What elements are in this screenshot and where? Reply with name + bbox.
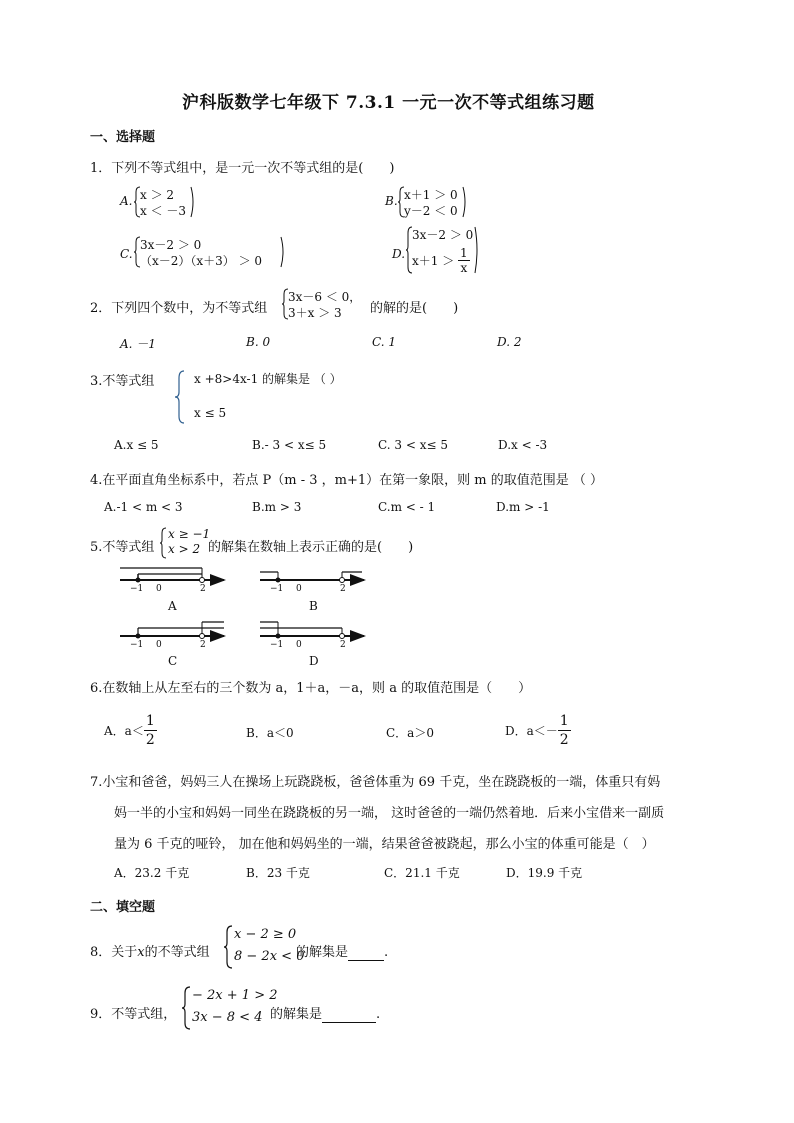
q9-stem-part2: 的解集是 bbox=[270, 1007, 323, 1022]
q2-system-line1: 3x－6 ＜ 0， bbox=[288, 290, 362, 304]
q8-stem-end bbox=[296, 941, 388, 961]
paren-right-icon bbox=[190, 186, 196, 218]
question-1-stem: 1．下列不等式组中，是一元一次不等式组的是( ) bbox=[90, 161, 395, 176]
q5-number-lines bbox=[112, 562, 372, 682]
question-7-line3: 量为 6 千克的哑铃， 加在他和妈妈坐的一端，结果爸爸被跷起，那么小宝的体重可能是（ ） bbox=[114, 837, 655, 852]
q6-option-d-text: D．a＜－ bbox=[505, 724, 558, 738]
section-heading-choice: 一、选择题 bbox=[90, 130, 156, 145]
q8-answer-blank[interactable] bbox=[348, 945, 384, 961]
q8-stem-part2: 的不等式组 bbox=[144, 945, 210, 960]
q8-period: . bbox=[384, 945, 389, 960]
number-line-b bbox=[260, 572, 364, 583]
q3-option-d: D.x < -3 bbox=[498, 438, 548, 452]
paren-right-icon bbox=[462, 186, 468, 218]
q4-option-a: A.-1 < m < 3 bbox=[104, 500, 183, 514]
number-line-label-c: C bbox=[168, 654, 178, 668]
question-2-stem-part1: 2．下列四个数中，为不等式组 bbox=[90, 301, 268, 316]
q5-system-line1: x ≥ −1 bbox=[168, 527, 211, 541]
number-line-label-b: B bbox=[309, 599, 318, 613]
q3-option-a: A.x ≤ 5 bbox=[114, 438, 159, 452]
fraction-numerator: 1 bbox=[145, 713, 155, 729]
question-6-stem: 6.在数轴上从左至右的三个数为 a，1＋a，－a，则 a 的取值范围是（ ） bbox=[90, 681, 532, 696]
fraction-denominator: 2 bbox=[145, 732, 155, 748]
question-8-stem bbox=[90, 941, 210, 960]
q7-option-d: D．19.9 千克 bbox=[506, 866, 583, 880]
q8-stem-part3: 的解集是 bbox=[296, 945, 349, 960]
q1-option-c-label: C. bbox=[120, 247, 133, 261]
section-heading-fill-in: 二、填空题 bbox=[90, 900, 156, 915]
q6-option-d bbox=[505, 712, 571, 749]
q1-d-line1: 3x－2 ＞ 0 bbox=[412, 228, 474, 242]
tick-label: 2 bbox=[340, 584, 346, 594]
question-7-line1: 7.小宝和爸爸，妈妈三人在操场上玩跷跷板，爸爸体重为 69 千克，坐在跷跷板的一端，体重只有妈 bbox=[90, 775, 661, 790]
q2-option-c: C. 1 bbox=[372, 335, 397, 349]
q9-period: . bbox=[376, 1007, 381, 1022]
question-5-stem-part1: 5.不等式组 bbox=[90, 540, 155, 555]
q4-option-c: C.m < - 1 bbox=[378, 500, 436, 514]
brace-icon bbox=[174, 370, 186, 424]
tick-label: 0 bbox=[156, 584, 162, 594]
q1-option-b-system bbox=[398, 186, 478, 218]
page-title: 沪科版数学七年级下 7.3.1 一元一次不等式组练习题 bbox=[182, 93, 595, 113]
q7-option-b: B．23 千克 bbox=[246, 866, 310, 880]
question-3-stem: 3.不等式组 bbox=[90, 374, 155, 389]
q6-option-a-fraction bbox=[144, 712, 157, 749]
q4-option-d: D.m > -1 bbox=[496, 500, 550, 514]
q1-a-line1: x ＞ 2 bbox=[140, 188, 175, 202]
q8-stem-part1: 8．关于 bbox=[90, 945, 138, 960]
number-line-c bbox=[120, 622, 224, 639]
q6-option-a bbox=[104, 712, 157, 749]
q1-d-fraction-numerator: 1 bbox=[460, 246, 468, 260]
q8-system bbox=[224, 925, 305, 969]
paren-right-icon bbox=[280, 236, 286, 268]
q8-system-line2: 8 − 2x < 0 bbox=[234, 949, 305, 964]
question-2-stem-part2: 的解的是( ) bbox=[370, 301, 459, 316]
q5-system bbox=[160, 527, 210, 559]
question-9-stem: 9．不等式组， bbox=[90, 1007, 177, 1022]
q7-option-c: C．21.1 千克 bbox=[384, 866, 460, 880]
q1-option-c-system bbox=[134, 236, 294, 268]
q1-d-fraction-denominator: x bbox=[460, 261, 468, 275]
q1-d-line2-text: x＋1 ＞ bbox=[412, 254, 459, 268]
q5-system-line2: x > 2 bbox=[168, 542, 201, 556]
tick-label: 2 bbox=[340, 640, 346, 650]
q1-option-b-label: B. bbox=[385, 194, 398, 208]
q9-system bbox=[182, 986, 278, 1030]
q6-option-d-fraction bbox=[558, 712, 571, 749]
q1-option-a-label: A. bbox=[120, 194, 133, 208]
tick-label: 2 bbox=[200, 640, 206, 650]
q3-system-line1: x +8>4x-1 的解集是 （ ） bbox=[194, 372, 342, 386]
question-7-line2: 妈一半的小宝和妈妈一同坐在跷跷板的另一端， 这时爸爸的一端仍然着地．后来小宝借来一副质 bbox=[114, 806, 665, 821]
number-line-label-a: A bbox=[168, 599, 177, 613]
q1-option-a-system bbox=[134, 186, 214, 218]
number-line-a bbox=[120, 568, 224, 583]
question-5-stem-part2: 的解集在数轴上表示正确的是( ) bbox=[208, 540, 414, 555]
number-line-label-d: D bbox=[309, 654, 319, 668]
q1-b-line2: y－2 ＜ 0 bbox=[404, 204, 458, 218]
tick-label: −1 bbox=[270, 584, 284, 594]
q9-answer-blank[interactable] bbox=[322, 1007, 376, 1023]
q8-variable: x bbox=[137, 945, 145, 960]
q4-option-b: B.m > 3 bbox=[252, 500, 302, 514]
q9-system-line2: 3x − 8 < 4 bbox=[192, 1010, 263, 1025]
q6-option-b: B．a＜0 bbox=[246, 726, 294, 740]
tick-label: 2 bbox=[200, 584, 206, 594]
q3-system-line2: x ≤ 5 bbox=[194, 406, 227, 420]
paren-right-icon bbox=[474, 226, 480, 274]
q1-c-line2: （x－2）（x＋3） ＞ 0 bbox=[140, 254, 263, 268]
q9-system-line1: − 2x + 1 > 2 bbox=[192, 988, 278, 1003]
number-line-d bbox=[260, 622, 364, 639]
q1-option-d-system bbox=[406, 226, 496, 276]
q8-system-line1: x − 2 ≥ 0 bbox=[234, 927, 297, 942]
q1-option-d-label: D. bbox=[392, 247, 406, 261]
q1-b-line1: x＋1 ＞ 0 bbox=[404, 188, 458, 202]
open-point-icon bbox=[200, 578, 205, 583]
q1-c-line1: 3x－2 ＞ 0 bbox=[140, 238, 202, 252]
q3-option-b: B.- 3 < x≤ 5 bbox=[252, 438, 327, 452]
q1-d-fraction bbox=[458, 246, 470, 275]
q2-option-d: D. 2 bbox=[497, 335, 522, 349]
q2-system bbox=[282, 288, 372, 320]
tick-label: −1 bbox=[130, 640, 144, 650]
q2-system-line2: 3＋x ＞ 3 bbox=[288, 306, 342, 320]
brace-icon bbox=[182, 986, 192, 1030]
tick-label: 0 bbox=[296, 584, 302, 594]
tick-label: −1 bbox=[270, 640, 284, 650]
q7-option-a: A．23.2 千克 bbox=[114, 866, 190, 880]
fraction-numerator: 1 bbox=[559, 713, 569, 729]
q6-option-c: C．a＞0 bbox=[386, 726, 434, 740]
brace-icon bbox=[224, 925, 234, 969]
q1-a-line2: x ＜ －3 bbox=[140, 204, 187, 218]
tick-label: 0 bbox=[296, 640, 302, 650]
q6-option-a-text: A．a＜ bbox=[104, 724, 144, 738]
brace-icon bbox=[160, 527, 168, 559]
question-4-stem: 4.在平面直角坐标系中，若点 P（m - 3 ，m+1）在第一象限，则 m 的取值范围是 （ ） bbox=[90, 473, 604, 488]
q9-stem-end bbox=[270, 1003, 380, 1023]
fraction-denominator: 2 bbox=[559, 732, 569, 748]
q2-option-a: A. －1 bbox=[120, 337, 156, 351]
closed-point-icon bbox=[136, 578, 141, 583]
q3-option-c: C. 3 < x≤ 5 bbox=[378, 438, 448, 452]
q2-option-b: B. 0 bbox=[246, 335, 271, 349]
tick-label: 0 bbox=[156, 640, 162, 650]
q1-d-line2 bbox=[412, 246, 470, 275]
tick-label: −1 bbox=[130, 584, 144, 594]
